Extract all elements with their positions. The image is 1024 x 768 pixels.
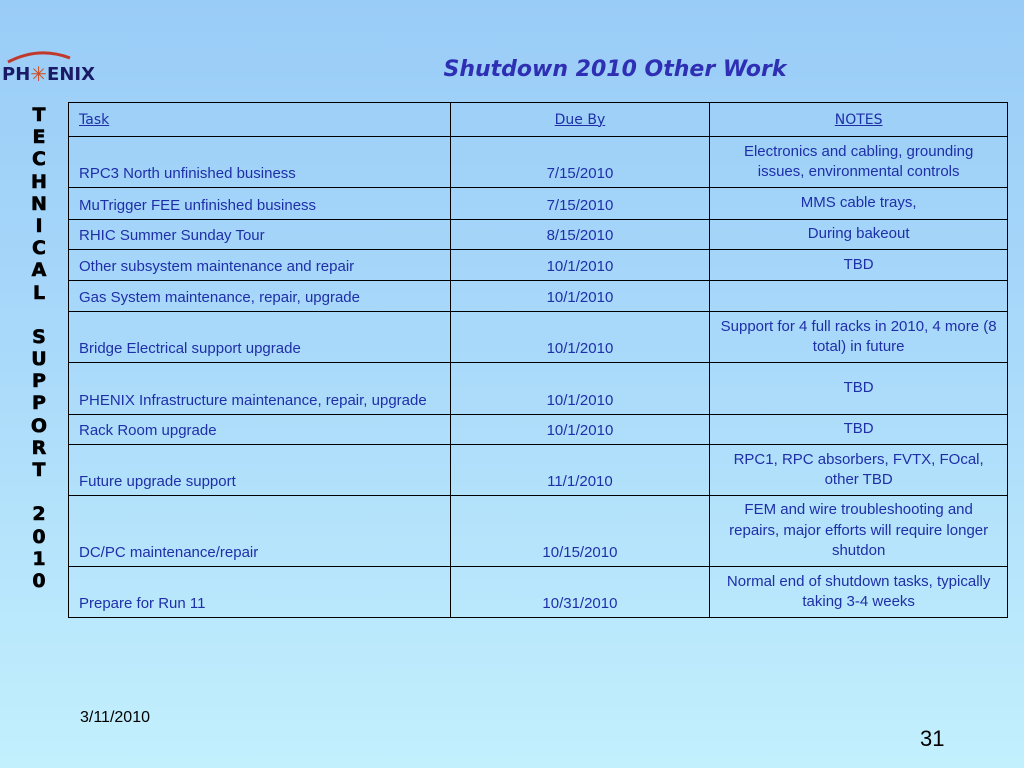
notes-cell: TBD [710, 415, 1008, 445]
due-by-cell: 7/15/2010 [450, 188, 710, 220]
side-label-letter: H [31, 170, 47, 193]
side-label-letter [22, 481, 56, 503]
due-by-cell: 10/1/2010 [450, 363, 710, 415]
side-label-letter: O [30, 414, 48, 437]
table-row [69, 363, 1008, 415]
task-cell: MuTrigger FEE unfinished business [69, 188, 451, 220]
header-task: Task [69, 103, 451, 137]
side-label-letter: P [32, 392, 46, 415]
side-label-letter: A [31, 259, 47, 282]
table-row [69, 567, 1008, 618]
side-label-letter: 1 [32, 547, 46, 570]
side-label-technical-support-2010 [22, 104, 56, 592]
side-label-letter: 0 [32, 569, 46, 592]
side-label-letter: C [32, 237, 46, 260]
task-cell: Prepare for Run 11 [69, 567, 451, 618]
side-label-letter: P [32, 370, 46, 393]
due-by-cell: 10/31/2010 [450, 567, 710, 618]
side-label-letter: U [31, 348, 47, 371]
header-due-by: Due By [450, 103, 710, 137]
table-row [69, 496, 1008, 567]
footer-date: 3/11/2010 [80, 709, 150, 726]
notes-cell: TBD [710, 250, 1008, 281]
task-cell: Rack Room upgrade [69, 415, 451, 445]
table-row [69, 137, 1008, 188]
logo-star-icon: ✳ [30, 62, 48, 86]
task-cell: PHENIX Infrastructure maintenance, repair, upgrade [69, 363, 451, 415]
notes-cell: RPC1, RPC absorbers, FVTX, FOcal, other TBD [710, 445, 1008, 496]
table-header-row [69, 103, 1008, 137]
shutdown-work-table [68, 102, 1008, 618]
table-row [69, 415, 1008, 445]
phenix-logo [0, 50, 100, 90]
due-by-cell: 10/1/2010 [450, 250, 710, 281]
logo-text [2, 62, 95, 86]
notes-cell: During bakeout [710, 220, 1008, 250]
header-notes: NOTES [710, 103, 1008, 137]
side-label-letter: E [32, 126, 46, 149]
task-cell: DC/PC maintenance/repair [69, 496, 451, 567]
logo-suffix: ENIX [47, 64, 95, 85]
side-label-letter: I [35, 214, 43, 237]
notes-cell: FEM and wire troubleshooting and repairs, major efforts will require longer shutdon [710, 496, 1008, 567]
notes-cell: Electronics and cabling, grounding issues, environmental controls [710, 137, 1008, 188]
side-label-letter: T [32, 104, 46, 126]
table-row [69, 281, 1008, 312]
notes-cell: Normal end of shutdown tasks, typically taking 3-4 weeks [710, 567, 1008, 618]
task-cell: Bridge Electrical support upgrade [69, 312, 451, 363]
task-cell: RHIC Summer Sunday Tour [69, 220, 451, 250]
table-row [69, 250, 1008, 281]
due-by-cell: 10/1/2010 [450, 312, 710, 363]
due-by-cell: 7/15/2010 [450, 137, 710, 188]
side-label-letter: S [32, 325, 46, 348]
due-by-cell: 8/15/2010 [450, 220, 710, 250]
due-by-cell: 10/1/2010 [450, 281, 710, 312]
table-row [69, 312, 1008, 363]
task-cell: Other subsystem maintenance and repair [69, 250, 451, 281]
side-label-letter: L [32, 281, 46, 304]
notes-cell: TBD [710, 363, 1008, 415]
page-number: 31 [920, 726, 945, 751]
table-row [69, 445, 1008, 496]
side-label-letter: 2 [32, 503, 46, 526]
side-label-letter: 0 [32, 525, 46, 548]
table-row [69, 188, 1008, 220]
side-label-letter: N [31, 192, 47, 215]
due-by-cell: 10/15/2010 [450, 496, 710, 567]
due-by-cell: 10/1/2010 [450, 415, 710, 445]
notes-cell: MMS cable trays, [710, 188, 1008, 220]
side-label-letter [22, 304, 56, 326]
side-label-letter: R [31, 436, 47, 459]
side-label-letter: T [32, 459, 46, 481]
task-cell: Future upgrade support [69, 445, 451, 496]
side-label-letter: C [32, 148, 46, 171]
task-cell: Gas System maintenance, repair, upgrade [69, 281, 451, 312]
slide-title: Shutdown 2010 Other Work [443, 57, 787, 82]
task-cell: RPC3 North unfinished business [69, 137, 451, 188]
notes-cell [710, 281, 1008, 312]
due-by-cell: 11/1/2010 [450, 445, 710, 496]
logo-prefix: PH [2, 64, 31, 85]
notes-cell: Support for 4 full racks in 2010, 4 more (8 total) in future [710, 312, 1008, 363]
table-row [69, 220, 1008, 250]
